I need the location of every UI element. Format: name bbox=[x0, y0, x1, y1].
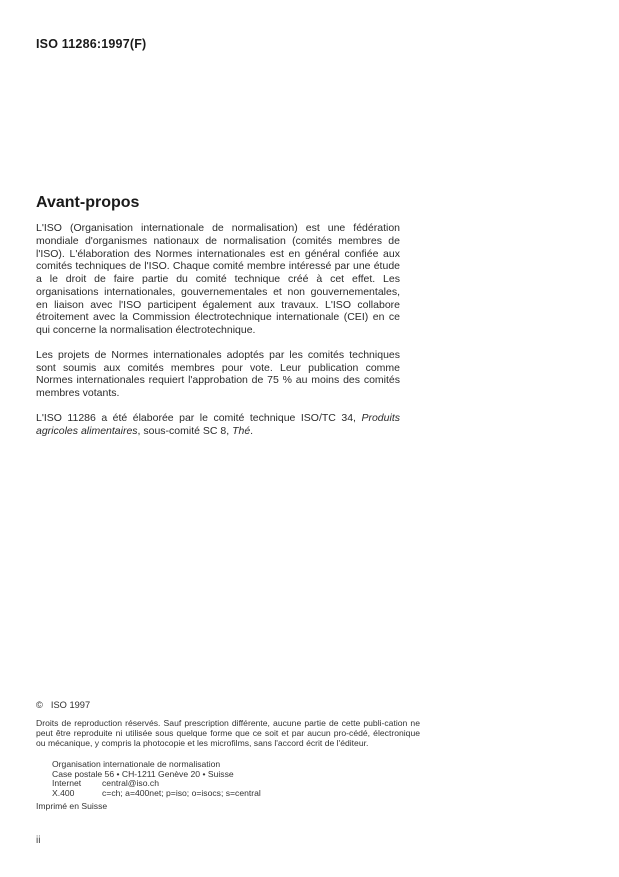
copyright-symbol: © bbox=[36, 700, 43, 710]
publisher-address-block bbox=[52, 760, 261, 799]
paragraph-3-text-3: . bbox=[250, 424, 254, 437]
reproduction-rights-text: Droits de reproduction réservés. Sauf prescription différente, aucune partie de cette publi-cation ne peut être reproduite ni utilisée sous quelque forme que ce soit et par aucun pro-cédé, électronique ou mécanique, y compris la photocopie et les microfilms, sans l'accord écrit de l'éditeur. bbox=[36, 718, 420, 748]
foreword-title: Avant-propos bbox=[36, 194, 140, 211]
foreword-paragraph-3 bbox=[36, 412, 400, 438]
foreword-paragraph-2: Les projets de Normes internationales adoptés par les comités techniques sont soumis aux comités membres pour vote. Leur publication comme Normes internationales requiert l'approbation de 75 % au moins des comités membres votants. bbox=[36, 348, 400, 399]
publisher-postal-address: Case postale 56 • CH-1211 Genève 20 • Suisse bbox=[52, 768, 234, 779]
publisher-name: Organisation internationale de normalisation bbox=[52, 759, 221, 769]
foreword-paragraph-1: L'ISO (Organisation internationale de normalisation) est une fédération mondiale d'organismes nationaux de normalisation (comités membres de l'ISO). L'élaboration des Normes internationales est en général confiée aux comités techniques de l'ISO. Chaque comité membre intéressé par une étude a le droit de faire partie du comité technique créé à cet effet. Les organisations internationales, gouvernementales et non gouvernementales, en liaison avec l'ISO participent également aux travaux. L'ISO collabore étroitement avec la Commission électrotechnique internationale (CEI) en ce qui concerne la normalisation électrotechnique. bbox=[36, 222, 400, 336]
x400-label: X.400 bbox=[52, 788, 75, 799]
internet-label: Internet bbox=[52, 778, 82, 789]
paragraph-3-text-2: , sous-comité SC 8, bbox=[137, 424, 233, 437]
committee-name-italic: Produits agricoles alimentaires bbox=[36, 411, 400, 437]
page-number: ii bbox=[36, 835, 41, 846]
publisher-x400-row bbox=[52, 789, 261, 799]
x400-address-value: c=ch; a=400net; p=iso; o=isocs; s=central bbox=[102, 788, 261, 799]
copyright-text: ISO 1997 bbox=[50, 700, 91, 710]
subcommittee-subject-italic: Thé bbox=[232, 424, 251, 437]
foreword-body bbox=[36, 222, 400, 449]
internet-email-value: central@iso.ch bbox=[102, 778, 159, 789]
copyright-notice bbox=[36, 700, 90, 710]
printed-in-country-note: Imprimé en Suisse bbox=[36, 801, 108, 811]
paragraph-3-text-1: L'ISO 11286 a été élaborée par le comité technique ISO/TC 34, bbox=[36, 411, 362, 424]
document-reference-header: ISO 11286:1997(F) bbox=[36, 37, 147, 51]
